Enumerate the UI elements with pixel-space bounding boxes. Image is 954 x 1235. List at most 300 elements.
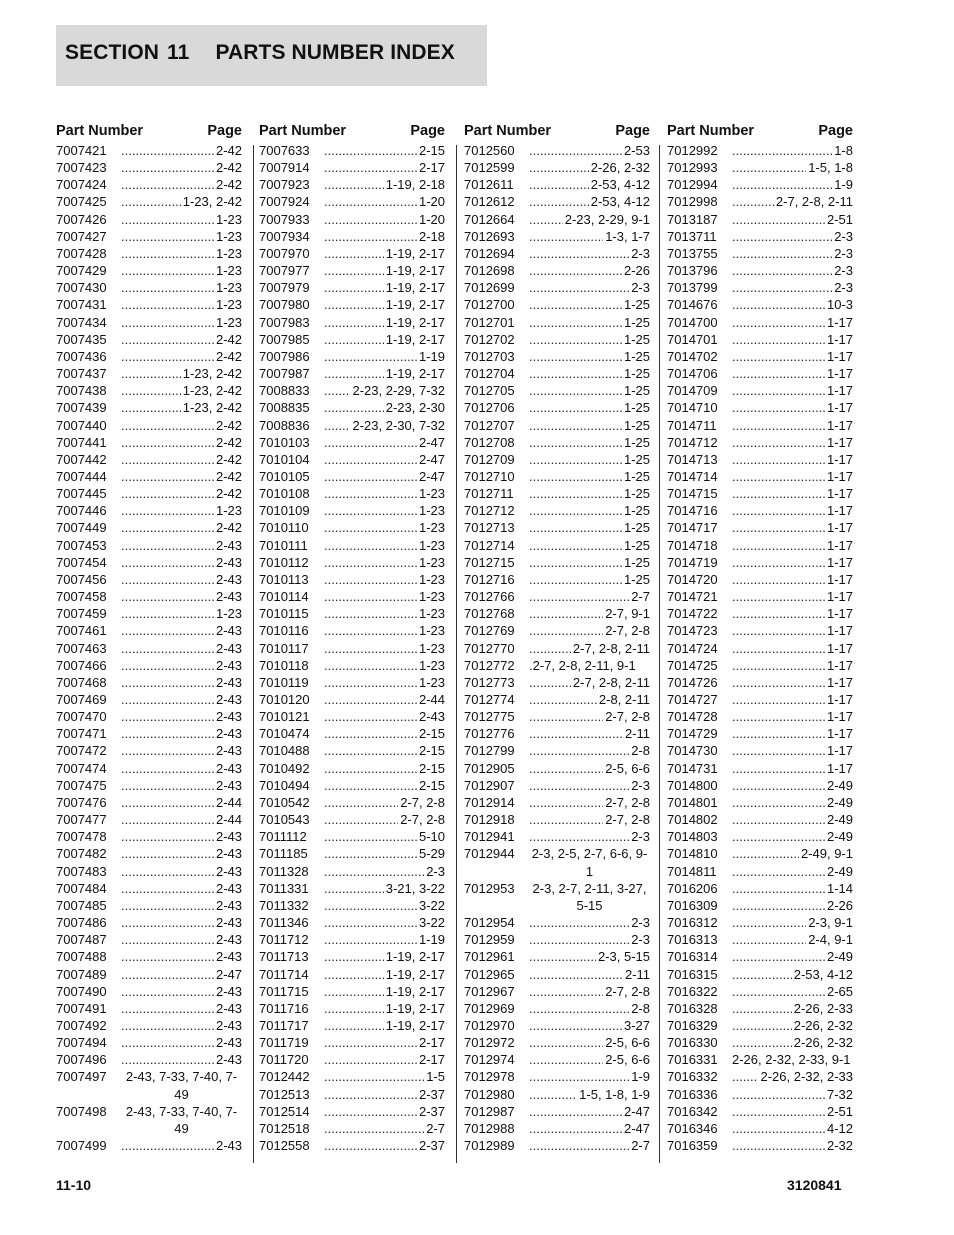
dot-leader [324,468,417,485]
part-number: 7007445 [56,486,107,502]
index-row [56,399,242,416]
page-value: 2-26, 2-32 [793,1035,853,1051]
index-row [56,983,242,1000]
dot-leader [324,211,417,228]
dot-leader [324,605,417,622]
page-ref [121,725,242,742]
page-ref [121,554,242,571]
dot-leader [732,605,825,622]
dot-leader [732,674,825,691]
dot-leader [529,725,623,742]
index-row [667,417,853,434]
page-value: 2-26, 2-32 [590,160,650,176]
page-ref [529,880,650,914]
dot-leader [732,760,825,777]
page-value: 2-43 [215,846,242,862]
dot-leader [121,348,214,365]
page-ref [324,331,445,348]
page-value: 2-43 [215,726,242,742]
page-ref [324,760,445,777]
index-row [259,262,445,279]
page-ref [732,674,853,691]
page-ref [529,674,650,691]
index-row [259,931,445,948]
part-number: 7012518 [259,1120,310,1136]
page-value: 1-23 [215,280,242,296]
page-value: 1-23 [418,520,445,536]
page-ref [732,708,853,725]
page-ref [529,193,650,210]
index-row [56,914,242,931]
page-value: 2-49 [826,829,853,845]
part-number: 7010542 [259,794,310,810]
page-value: 2-3, 9-1 [808,915,853,931]
page-ref [732,948,853,965]
page-value: 2-43 [215,949,242,965]
part-number: 7014728 [667,709,718,725]
dot-leader [732,434,825,451]
page-value: 2-5, 6-6 [605,1035,650,1051]
dot-leader [121,897,214,914]
index-row [464,1120,650,1137]
page-ref [121,931,242,948]
page-ref [121,1137,242,1154]
index-row [464,296,650,313]
page-value: 2-43 [215,760,242,776]
index-row [56,314,242,331]
page-value: 2-51 [826,211,853,227]
index-row [259,176,445,193]
page-ref [732,657,853,674]
part-number: 7011719 [259,1035,309,1051]
part-number: 7007496 [56,1052,107,1068]
document-number: 3120841 [787,1177,842,1193]
index-row [667,228,853,245]
index-row [56,485,242,502]
part-number: 7007933 [259,211,310,227]
part-number: 7012705 [464,383,515,399]
page-value: 2-17 [418,160,445,176]
index-row [259,622,445,639]
page-ref [324,1068,445,1085]
part-number: 7007459 [56,606,107,622]
part-number: 7007461 [56,623,107,639]
page-value: 2-43 [215,623,242,639]
index-row [259,382,445,399]
page-value: 2-43 [215,640,242,656]
index-row [464,211,650,228]
page-value: 2-43, 7-33, 7-40, 7-49 [125,1069,238,1102]
index-row [667,1086,853,1103]
dot-leader [732,519,825,536]
part-number: 7016312 [667,915,718,931]
part-number: 7007442 [56,451,107,467]
page-ref [732,725,853,742]
page-ref [529,588,650,605]
page-value: 1-17 [826,674,853,690]
page-value: 2-11 [624,726,650,742]
part-number: 7012959 [464,932,515,948]
dot-leader [324,451,417,468]
part-number: 7016328 [667,1000,718,1016]
part-number: 7014731 [667,760,718,776]
page-ref [324,554,445,571]
index-row [667,1068,853,1085]
index-row [464,1086,650,1103]
part-number: 7007439 [56,400,107,416]
page-ref [732,193,853,210]
part-number: 7007497 [56,1069,107,1085]
page-ref [529,1120,650,1137]
page-ref [529,468,650,485]
dot-leader [732,537,825,554]
dot-leader [324,296,384,313]
index-row [667,760,853,777]
index-row [464,348,650,365]
part-number: 7012702 [464,331,515,347]
dot-leader [121,966,214,983]
index-row [667,485,853,502]
index-row [259,571,445,588]
part-number: 7012698 [464,263,515,279]
part-number: 7007490 [56,983,107,999]
part-number: 7007466 [56,657,107,673]
index-row [464,451,650,468]
index-row [464,399,650,416]
part-number: 7014727 [667,692,718,707]
index-row [259,674,445,691]
part-number: 7007492 [56,1017,107,1033]
part-number: 7014709 [667,383,718,399]
page-ref [732,399,853,416]
index-row [464,176,650,193]
page-value: 1-17 [826,623,853,639]
page-ref [529,314,650,331]
index-row [259,279,445,296]
page-ref [324,262,445,279]
index-row [667,794,853,811]
page-value: 2-42 [215,468,242,484]
part-number: 7014729 [667,726,718,742]
page-value: 2-43 [215,589,242,605]
dot-leader [529,1034,603,1051]
page-value: 1-17 [826,537,853,553]
dot-leader [732,245,832,262]
index-row [259,863,445,880]
page-ref [529,348,650,365]
index-row [667,897,853,914]
index-row [667,1034,853,1051]
index-row [259,1051,445,1068]
page-header: Page [207,123,242,139]
dot-leader [732,1034,792,1051]
dot-leader [324,228,417,245]
dot-leader [732,863,825,880]
index-row [259,983,445,1000]
page-value: 2-53, 4-12 [590,194,650,210]
dot-leader [529,605,603,622]
dot-leader [324,1086,417,1103]
page-value: 1-5 [426,1069,445,1085]
dot-leader [529,914,629,931]
part-number: 7014715 [667,486,718,502]
page-value: 1-17 [826,760,853,776]
index-row [464,279,650,296]
dot-leader [732,1103,825,1120]
index-row [667,314,853,331]
page-ref [121,828,242,845]
page-value: 1-23 [215,228,242,244]
page-ref [529,605,650,622]
part-number: 7012978 [464,1069,515,1085]
index-row [667,245,853,262]
page-header: Page [818,123,853,139]
page-ref [121,485,242,502]
index-rows [56,142,242,1154]
part-number: 7013796 [667,263,718,279]
page-ref [529,417,650,434]
index-row [56,519,242,536]
dot-leader [121,1000,214,1017]
dot-leader [732,279,832,296]
page-ref [324,828,445,845]
index-row [56,193,242,210]
part-number: 7012972 [464,1035,515,1051]
page-value: 1-23 [215,503,242,519]
section-header [56,25,487,86]
page-ref [529,1086,650,1103]
index-row [667,554,853,571]
part-number: 7014725 [667,657,718,673]
dot-leader [121,417,214,434]
page-value: 2-7, 2-8 [605,623,650,639]
page-value: 2-23, 2-30 [385,400,445,416]
index-row [259,1120,445,1137]
dot-leader [732,331,825,348]
dot-leader [324,760,417,777]
page-ref [324,1086,445,1103]
dot-leader [732,159,806,176]
dot-leader [732,794,825,811]
page-ref [529,382,650,399]
part-number: 7007425 [56,194,107,210]
page-ref [324,382,445,399]
page-ref [732,1137,853,1154]
dot-leader [732,1017,792,1034]
dot-leader [529,417,622,434]
dot-leader [732,211,825,228]
part-number: 7012712 [464,503,515,519]
dot-leader [732,142,832,159]
dot-leader [121,142,214,159]
index-row [464,777,650,794]
part-number: 7012710 [464,468,515,484]
dot-leader [324,142,417,159]
page-value: 1-17 [826,383,853,399]
dot-leader [121,159,214,176]
part-number: 7007449 [56,520,107,536]
part-number: 7010114 [259,589,309,605]
part-number: 7010117 [259,640,309,656]
page-value: 1-17 [826,348,853,364]
page-value: 1-19, 2-17 [385,331,445,347]
page-ref [324,176,445,193]
dot-leader [529,399,622,416]
index-rows [667,142,853,1154]
page-ref [732,811,853,828]
part-number: 7008836 [259,417,310,433]
part-number: 7010104 [259,451,310,467]
index-row [259,640,445,657]
page-value: 2-15 [418,143,445,158]
part-number: 7007491 [56,1000,107,1016]
part-number: 7012953 [464,880,515,896]
index-row [259,794,445,811]
page-value: 1-17 [826,571,853,587]
index-row [464,228,650,245]
page-value: 7-32 [826,1086,853,1102]
page-ref [324,622,445,639]
page-ref [324,948,445,965]
part-number: 7007980 [259,297,310,313]
page-value: 1-23 [215,297,242,313]
page-ref [324,691,445,708]
page-value: 1-19, 2-17 [385,314,445,330]
page-ref [732,554,853,571]
index-row [259,417,445,434]
page-ref [732,588,853,605]
dot-leader [529,1086,577,1103]
index-row [667,640,853,657]
part-number: 7012774 [464,692,515,707]
index-row [464,760,650,777]
part-number: 7014702 [667,348,718,364]
part-number: 7016330 [667,1035,718,1051]
page-value: 1-17 [826,726,853,742]
index-row [259,725,445,742]
dot-leader [529,365,622,382]
dot-leader [324,537,417,554]
index-row [667,296,853,313]
page-ref [732,1103,853,1120]
part-number: 7014721 [667,589,718,605]
page-value: 1-20 [418,194,445,210]
page-ref [324,845,445,862]
part-number: 7016315 [667,966,718,982]
index-row [667,708,853,725]
page-ref [121,417,242,434]
dot-leader [529,691,597,708]
index-row [667,262,853,279]
page-ref [324,451,445,468]
dot-leader [529,228,603,245]
part-number: 7016313 [667,932,718,948]
dot-leader [732,262,832,279]
page-ref [324,708,445,725]
dot-leader [324,176,384,193]
page-ref [732,331,853,348]
dot-leader [529,176,589,193]
part-number: 7016206 [667,880,718,896]
page-ref [732,828,853,845]
page-ref [121,1103,242,1137]
page-value: 1-17 [826,451,853,467]
dot-leader [121,331,214,348]
dot-leader [529,502,622,519]
page-value: 1-17 [826,503,853,519]
index-row [464,537,650,554]
page-ref [529,1137,650,1154]
part-number: 7014720 [667,571,718,587]
page-ref [529,365,650,382]
dot-leader [732,348,825,365]
page-ref [121,657,242,674]
page-ref [121,502,242,519]
page-ref [529,451,650,468]
index-row [56,296,242,313]
index-row [667,1017,853,1034]
page-value: 2-8 [631,743,650,759]
dot-leader [324,622,417,639]
index-row [667,211,853,228]
page-value: 2-43 [215,1000,242,1016]
page-ref [529,742,650,759]
index-row [667,880,853,897]
index-row [56,1034,242,1051]
part-number: 7012918 [464,812,515,828]
part-number: 7011716 [259,1000,309,1016]
page-value: 2-3 [631,777,650,793]
part-number: 7010494 [259,777,310,793]
page-value: 2-3 [834,263,853,279]
dot-leader [324,399,384,416]
part-number: 7007428 [56,245,107,261]
page-value: 1-9 [631,1069,650,1085]
dot-leader [121,622,214,639]
index-row [56,948,242,965]
index-row [56,228,242,245]
page-ref [732,622,853,639]
dot-leader [529,1120,622,1137]
page-ref [732,348,853,365]
index-row [56,966,242,983]
part-number: 7010103 [259,434,310,450]
page-value: 2-43 [215,709,242,725]
dot-leader [324,348,417,365]
part-number: 7012907 [464,777,515,793]
part-number: 7012694 [464,245,515,261]
part-number: 7016309 [667,897,718,913]
dot-leader [121,811,214,828]
index-row [56,760,242,777]
dot-leader [121,434,214,451]
page-value: 1-23 [418,503,445,519]
page-value: 2-43 [215,1138,242,1154]
dot-leader [529,159,589,176]
index-row [56,863,242,880]
page-ref [732,382,853,399]
part-number: 7016329 [667,1017,718,1033]
page-ref [732,983,853,1000]
page-value: 2-7, 2-8 [605,794,650,810]
index-row [667,399,853,416]
part-number: 7012716 [464,571,515,587]
dot-leader [324,845,417,862]
index-row [667,331,853,348]
dot-leader [732,657,825,674]
page-value: 1-19, 2-17 [385,966,445,982]
index-row [56,451,242,468]
